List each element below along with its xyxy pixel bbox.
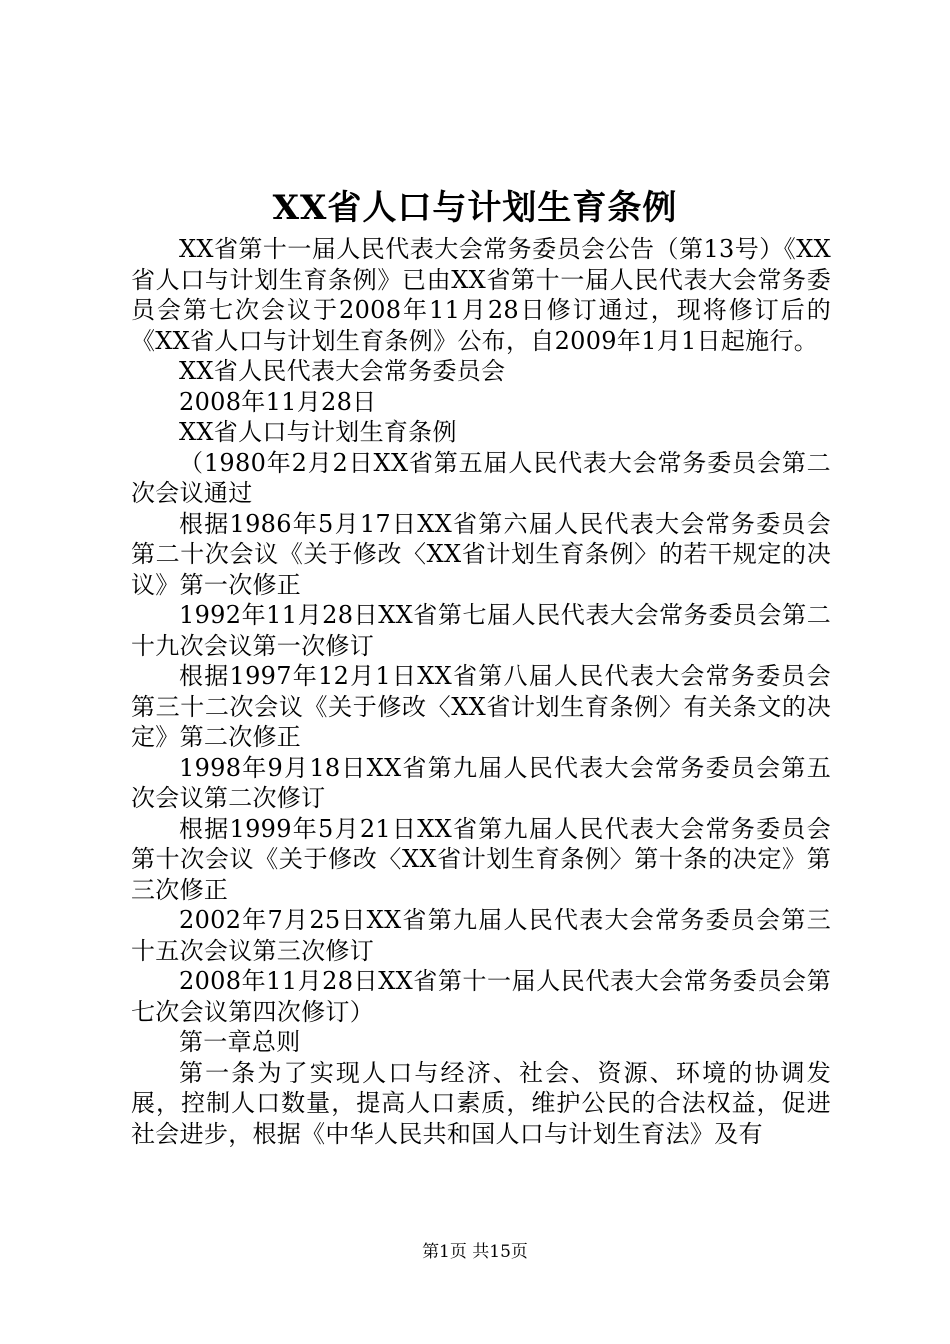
paragraph-history-1999: 根据1999年5月21日XX省第九届人民代表大会常务委员会第十次会议《关于修改〈XX省计划生育条例〉第十条的决定》第三次修正 [131,814,831,904]
chapter-heading: 第一章总则 [179,1028,301,1056]
page-number-footer: 第1页 共15页 [422,1242,528,1262]
document-title: XX省人口与计划生育条例 [272,188,678,228]
paragraph-regulation-name: XX省人口与计划生育条例 [179,418,457,446]
paragraph-history-2002: 2002年7月25日XX省第九届人民代表大会常务委员会第三十五次会议第三次修订 [131,906,831,965]
paragraph-announcement: XX省第十一届人民代表大会常务委员会公告（第13号）《XX省人口与计划生育条例》已由XX省第十一届人民代表大会常务委员会第七次会议于2008年11月28日修订通过，现将修订后的《XX省人口与计划生育条例》公布，自2009年1月1日起施行。 [131,235,831,355]
document-body [131,234,831,1149]
paragraph-history-1986: 根据1986年5月17日XX省第六届人民代表大会常务委员会第二十次会议《关于修改〈XX省计划生育条例〉的若干规定的决议》第一次修正 [131,509,831,599]
paragraph-date: 2008年11月28日 [179,387,377,416]
paragraph-history-1998: 1998年9月18日XX省第九届人民代表大会常务委员会第五次会议第二次修订 [131,753,831,812]
paragraph-issuer: XX省人民代表大会常务委员会 [179,357,506,385]
paragraph-history-1980: （1980年2月2日XX省第五届人民代表大会常务委员会第二次会议通过 [131,448,831,507]
paragraph-article-1: 第一条为了实现人口与经济、社会、资源、环境的协调发展，控制人口数量，提高人口素质，维护公民的合法权益，促进社会进步，根据《中华人民共和国人口与计划生育法》及有 [131,1058,831,1148]
paragraph-history-1997: 根据1997年12月1日XX省第八届人民代表大会常务委员会第三十二次会议《关于修改〈XX省计划生育条例〉有关条文的决定》第二次修正 [131,662,831,751]
paragraph-history-1992: 1992年11月28日XX省第七届人民代表大会常务委员会第二十九次会议第一次修订 [131,601,831,660]
paragraph-history-2008: 2008年11月28日XX省第十一届人民代表大会常务委员会第七次会议第四次修订） [131,967,831,1026]
